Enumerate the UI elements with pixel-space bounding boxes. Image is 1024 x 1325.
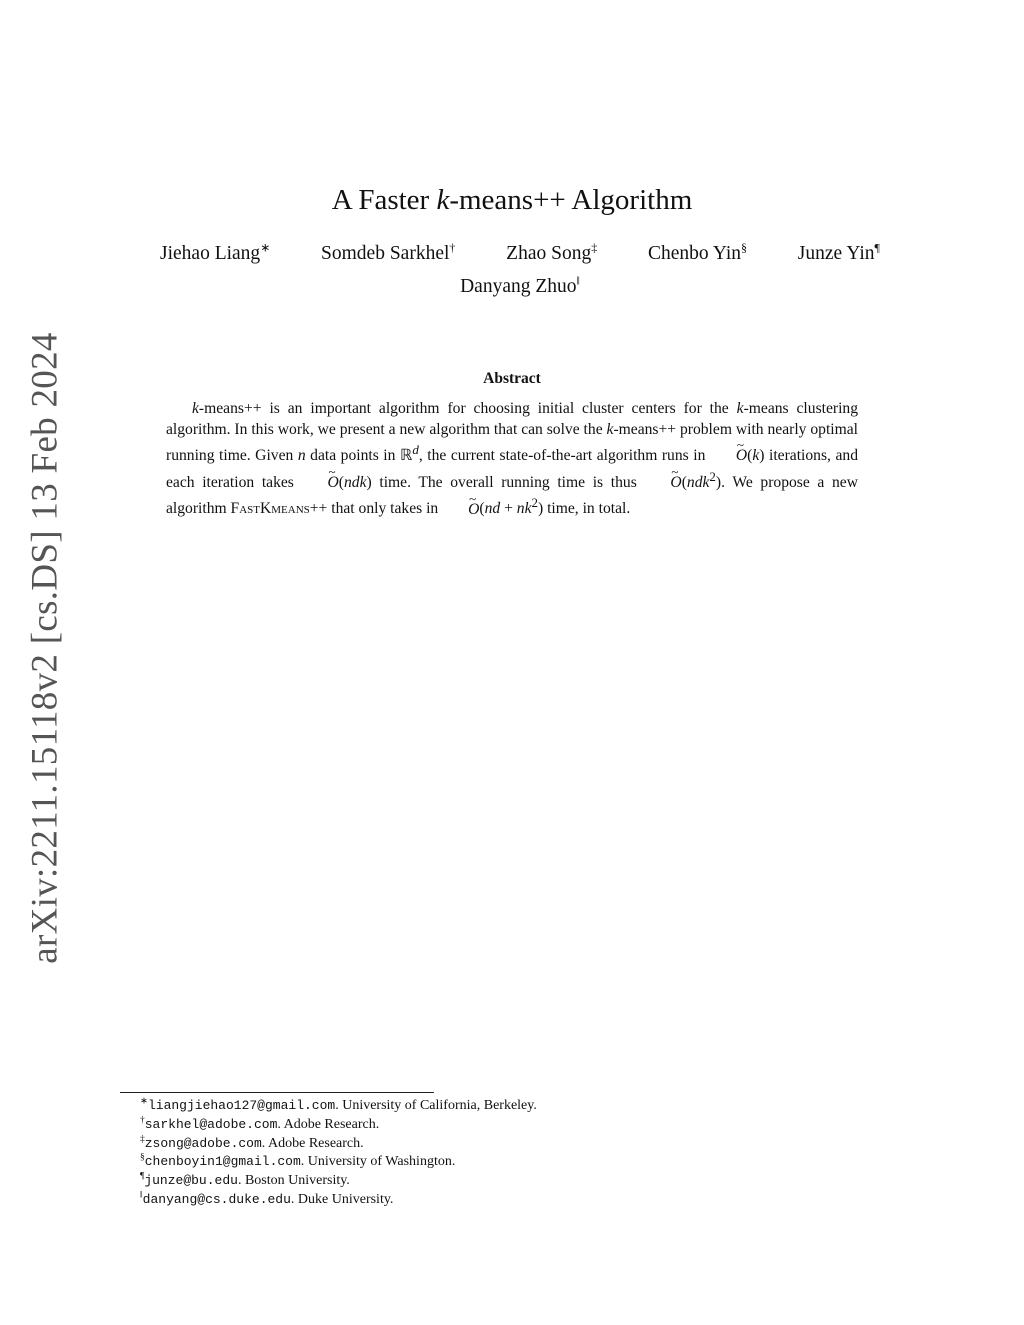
title-prefix: A Faster [331,184,437,216]
footnote-item: §chenboyin1@gmail.com. University of Washington. [140,1152,456,1170]
author: Somdeb Sarkhel† [321,240,456,264]
big-o-tilde: ~ O [710,446,747,467]
title-suffix: -means++ Algorithm [449,184,693,216]
title-k: k [436,184,450,216]
email-address: sarkhel@adobe.com [144,1116,278,1132]
author-list [160,240,880,298]
email-address: zsong@adobe.com [144,1135,262,1151]
author-footnote-mark: § [741,240,747,255]
paper-title [0,184,1024,217]
email-address: chenboyin1@gmail.com [144,1154,301,1170]
arxiv-identifier-stamp: arXiv:2211.15118v2 [cs.DS] 13 Feb 2024 [24,332,66,964]
abstract-body: k-means++ is an important algorithm for choosing initial cluster centers for the k-means clustering algorithm. In this work, we present a new algorithm that can solve the k-means++ problem with nearly optimal running time. Given n data points in ℝ$^d$, the current state-of-the-art algorithm runs in ~ O(k) iterations, and each iteration takes ~ O(ndk) time. The overall running time is thus ~ O(ndk$^2$). We propose a new algorithm FastKmeans++ that only takes in ~ $O(nd + nk^2)$ time, in total. [166,399,858,520]
footnote-item: ∗liangjiehao127@gmail.com. University of California, Berkeley. [140,1096,537,1113]
author-footnote-mark: ∗ [260,240,271,255]
footnote-divider [120,1092,434,1093]
author-footnote-mark: † [449,240,456,255]
algorithm-name: FastKmeans++ [230,500,328,518]
author: Chenbo Yin§ [648,240,747,264]
email-address: junze@bu.edu [144,1173,238,1189]
author: Junze Yin¶ [797,240,880,264]
email-address: danyang@cs.duke.edu [142,1191,291,1207]
footnotes [140,1097,537,1210]
footnote-item: ‡zsong@adobe.com. Adobe Research. [140,1133,364,1151]
email-address: liangjiehao127@gmail.com [147,1098,336,1113]
big-o-tilde: ~ O [302,473,339,494]
author-footnote-mark: ¶ [874,240,880,255]
author: Zhao Song‡ [506,240,598,264]
author-footnote-mark: ‖ [576,273,580,288]
abstract-heading: Abstract [483,370,541,387]
big-o-tilde: ~ O [442,500,479,521]
footnote-item: ¶junze@bu.edu. Boston University. [140,1171,350,1189]
big-o-tilde: ~ O [644,473,681,494]
author: Danyang Zhuo‖ [460,273,580,297]
author-footnote-mark: ‡ [591,240,598,255]
footnote-item: †sarkhel@adobe.com. Adobe Research. [140,1115,380,1132]
footnote-item: ‖danyang@cs.duke.edu. Duke University. [140,1190,394,1207]
author: Jiehao Liang∗ [160,240,271,264]
